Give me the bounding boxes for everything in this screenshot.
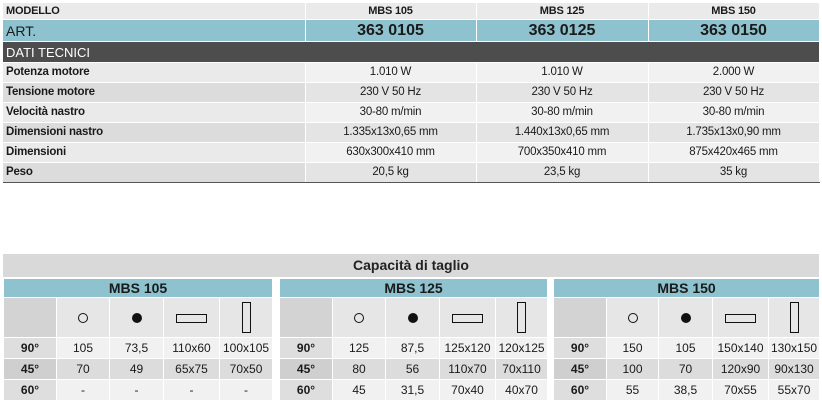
capacity-group-mbs150 — [553, 278, 820, 401]
rectangle-tall-icon — [790, 302, 799, 333]
shape-cell — [110, 298, 164, 338]
capacity-row — [280, 359, 548, 380]
shape-cell — [607, 298, 659, 338]
article-number: 363 0150 — [648, 20, 819, 42]
spec-label: Dimensioni nastro — [3, 123, 305, 143]
angle-label: 45° — [280, 359, 333, 380]
model-name: MBS 125 — [476, 3, 648, 20]
group-header-row — [4, 279, 273, 298]
capacity-row — [554, 380, 820, 401]
circle-filled-icon — [132, 313, 142, 323]
shape-cell — [386, 298, 440, 338]
article-number: 363 0125 — [476, 20, 648, 42]
spec-value: 2.000 W — [648, 63, 819, 83]
capacity-row — [4, 380, 273, 401]
article-row — [3, 20, 819, 42]
capacity-value: 125x120 — [440, 338, 496, 359]
spec-row — [3, 103, 819, 123]
capacity-value: 120x125 — [496, 338, 548, 359]
capacity-value: 70x50 — [220, 359, 273, 380]
group-name: MBS 105 — [4, 279, 273, 298]
shape-cell — [57, 298, 110, 338]
capacity-value: 150 — [607, 338, 659, 359]
shape-icons-row — [280, 298, 548, 338]
capacity-row — [4, 359, 273, 380]
corner-cell — [4, 298, 57, 338]
capacity-value: 65x75 — [164, 359, 220, 380]
spec-value: 20,5 kg — [305, 163, 476, 183]
capacity-row — [280, 380, 548, 401]
capacity-value: 55x70 — [769, 380, 820, 401]
capacity-value: - — [164, 380, 220, 401]
rectangle-tall-icon — [242, 302, 251, 333]
shape-cell — [769, 298, 820, 338]
spec-value: 875x420x465 mm — [648, 143, 819, 163]
shape-cell — [440, 298, 496, 338]
capacity-value: 49 — [110, 359, 164, 380]
angle-label: 60° — [280, 380, 333, 401]
capacity-row — [4, 338, 273, 359]
capacity-value: 55 — [607, 380, 659, 401]
spec-value: 30-80 m/min — [476, 103, 648, 123]
circle-filled-icon — [408, 313, 418, 323]
model-name: MBS 150 — [648, 3, 819, 20]
rectangle-flat-icon — [176, 314, 207, 323]
capacity-value: 100x105 — [220, 338, 273, 359]
spec-value: 35 kg — [648, 163, 819, 183]
shape-cell — [164, 298, 220, 338]
capacity-value: 150x140 — [713, 338, 769, 359]
spec-value: 700x350x410 mm — [476, 143, 648, 163]
capacity-value: 38,5 — [659, 380, 713, 401]
capacity-value: 70 — [659, 359, 713, 380]
capacity-value: 73,5 — [110, 338, 164, 359]
spec-value: 30-80 m/min — [648, 103, 819, 123]
spec-label: Peso — [3, 163, 305, 183]
capacity-value: 110x60 — [164, 338, 220, 359]
spec-value: 1.010 W — [305, 63, 476, 83]
section-header-row — [3, 42, 819, 63]
group-header-row — [554, 279, 820, 298]
group-header-row — [280, 279, 548, 298]
spec-value: 230 V 50 Hz — [305, 83, 476, 103]
capacity-title: Capacità di taglio — [3, 254, 819, 277]
capacity-row — [554, 338, 820, 359]
spec-row — [3, 123, 819, 143]
capacity-value: 105 — [57, 338, 110, 359]
capacity-value: 56 — [386, 359, 440, 380]
capacity-value: 130x150 — [769, 338, 820, 359]
group-name: MBS 125 — [280, 279, 548, 298]
circle-filled-icon — [681, 313, 691, 323]
article-label: ART. — [3, 20, 305, 42]
capacity-value: - — [220, 380, 273, 401]
capacity-value: - — [110, 380, 164, 401]
capacity-value: 70x110 — [496, 359, 548, 380]
angle-label: 90° — [4, 338, 57, 359]
capacity-value: 90x130 — [769, 359, 820, 380]
capacity-value: 45 — [333, 380, 386, 401]
rectangle-flat-icon — [725, 314, 756, 323]
spec-row — [3, 143, 819, 163]
shape-icons-row — [554, 298, 820, 338]
spec-label: Dimensioni — [3, 143, 305, 163]
capacity-value: 70x55 — [713, 380, 769, 401]
article-number: 363 0105 — [305, 20, 476, 42]
spec-value: 1.440x13x0,65 mm — [476, 123, 648, 143]
capacity-row — [554, 359, 820, 380]
technical-data-table — [3, 3, 820, 183]
angle-label: 60° — [554, 380, 607, 401]
circle-outline-icon — [628, 313, 638, 323]
model-name: MBS 105 — [305, 3, 476, 20]
spec-row — [3, 63, 819, 83]
capacity-group-mbs125 — [279, 278, 548, 401]
capacity-group-mbs105 — [3, 278, 273, 401]
spec-value: 1.010 W — [476, 63, 648, 83]
spec-label: Velocità nastro — [3, 103, 305, 123]
rectangle-tall-icon — [517, 302, 526, 333]
shape-cell — [220, 298, 273, 338]
spec-row — [3, 83, 819, 103]
spec-value: 230 V 50 Hz — [648, 83, 819, 103]
shape-cell — [713, 298, 769, 338]
spec-row — [3, 163, 819, 183]
model-label: MODELLO — [3, 3, 305, 20]
spec-label: Potenza motore — [3, 63, 305, 83]
model-row — [3, 3, 819, 20]
capacity-value: 70 — [57, 359, 110, 380]
angle-label: 90° — [554, 338, 607, 359]
capacity-value: 31,5 — [386, 380, 440, 401]
corner-cell — [280, 298, 333, 338]
angle-label: 45° — [554, 359, 607, 380]
rectangle-flat-icon — [452, 314, 483, 323]
angle-label: 60° — [4, 380, 57, 401]
spec-value: 630x300x410 mm — [305, 143, 476, 163]
corner-cell — [554, 298, 607, 338]
group-name: MBS 150 — [554, 279, 820, 298]
capacity-value: 40x70 — [496, 380, 548, 401]
spec-value: 1.335x13x0,65 mm — [305, 123, 476, 143]
section-title: DATI TECNICI — [3, 42, 819, 63]
spec-value: 23,5 kg — [476, 163, 648, 183]
capacity-value: 80 — [333, 359, 386, 380]
capacity-row — [280, 338, 548, 359]
angle-label: 45° — [4, 359, 57, 380]
capacity-value: 70x40 — [440, 380, 496, 401]
shape-cell — [659, 298, 713, 338]
capacity-value: 87,5 — [386, 338, 440, 359]
spec-value: 230 V 50 Hz — [476, 83, 648, 103]
circle-outline-icon — [354, 313, 364, 323]
shape-cell — [333, 298, 386, 338]
capacity-value: 105 — [659, 338, 713, 359]
capacity-value: 100 — [607, 359, 659, 380]
capacity-value: 125 — [333, 338, 386, 359]
angle-label: 90° — [280, 338, 333, 359]
spec-label: Tensione motore — [3, 83, 305, 103]
capacity-value: 120x90 — [713, 359, 769, 380]
capacity-value: 110x70 — [440, 359, 496, 380]
shape-icons-row — [4, 298, 273, 338]
circle-outline-icon — [78, 313, 88, 323]
shape-cell — [496, 298, 548, 338]
spec-value: 30-80 m/min — [305, 103, 476, 123]
capacity-value: - — [57, 380, 110, 401]
spec-value: 1.735x13x0,90 mm — [648, 123, 819, 143]
